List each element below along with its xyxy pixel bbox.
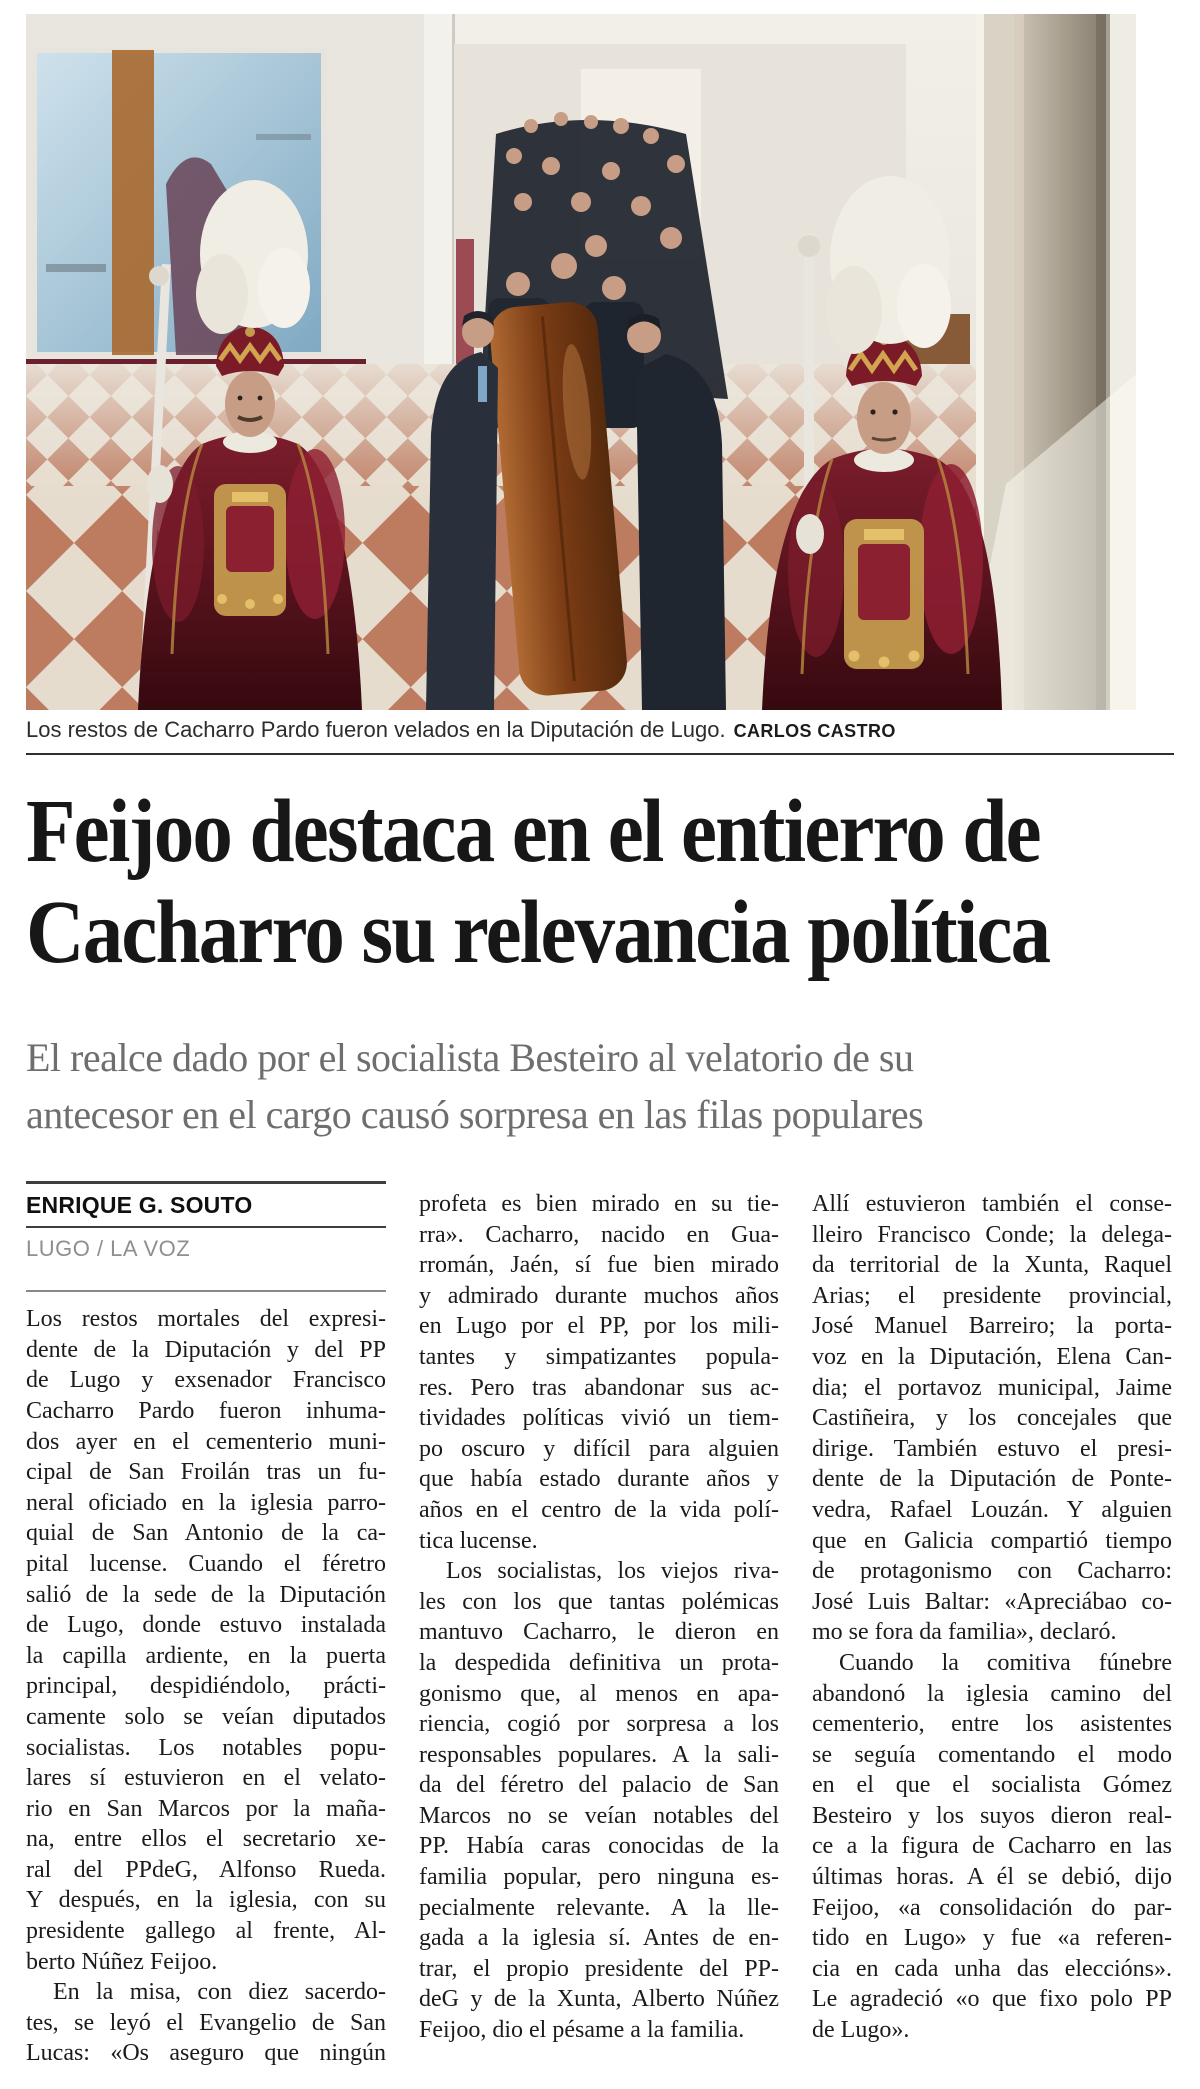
caption-text: Los restos de Cacharro Pardo fueron velados en la Diputación de Lugo. [26, 717, 726, 742]
body-line: abandonó la iglesia camino del [812, 1680, 1172, 1707]
body-line: dente de la Diputación de Ponte- [812, 1466, 1172, 1493]
lead-photo [26, 14, 1174, 744]
body-line: Arias; el presidente provincial, [812, 1282, 1172, 1309]
body-line: de Lugo, donde estuvo instalada [26, 1612, 386, 1639]
subheadline [26, 1029, 1174, 1143]
article-column-3 [812, 1181, 1172, 2069]
body-line: de protagonismo con Cacharro: [812, 1558, 1172, 1585]
body-line: cipal de San Froilán tras un fu- [26, 1459, 386, 1486]
body-line: dirige. También estuvo el presi- [812, 1435, 1172, 1462]
body-line: cementerio, entre los asistentes [812, 1711, 1172, 1738]
body-line: berto Núñez Feijoo. [26, 1948, 218, 1975]
body-line: últimas horas. A él se debió, dijo [812, 1864, 1172, 1891]
body-line: la capilla ardiente, en la puerta [26, 1642, 386, 1669]
headline-line-1: Feijoo destaca en el entierro de [26, 782, 1040, 881]
body-line: camente solo se veían diputados [26, 1703, 386, 1730]
body-line: profeta es bien mirado en su tie- [419, 1191, 779, 1217]
body-line: Castiñeira, y los concejales que [812, 1405, 1172, 1432]
body-line: Marcos no se veían notables del [419, 1802, 779, 1829]
body-line: tantes y simpatizantes popula- [419, 1343, 779, 1370]
photo-caption [26, 717, 1174, 744]
body-line: dos ayer en el cementerio muni- [26, 1428, 386, 1455]
body-line: quial de San Antonio de la ca- [26, 1520, 386, 1547]
article-column-1 [26, 1181, 386, 2069]
subheadline-line-2: antecesor en el cargo causó sorpresa en las filas populares [26, 1092, 924, 1137]
body-line: dente de la Diputación y del PP [26, 1336, 386, 1363]
left-crest [214, 484, 286, 616]
lead-photo-illustration [26, 14, 1136, 710]
body-line: de Lugo y exsenador Francisco [26, 1367, 386, 1394]
body-line: trar, el propio presidente del PP- [419, 1955, 779, 1982]
body-line: gonismo que, al menos en apa- [419, 1680, 779, 1707]
body-line: tividades políticas vivió un tiem- [419, 1405, 779, 1432]
body-line: Cuando la comitiva fúnebre [839, 1649, 1172, 1676]
body-line: de Lugo». [812, 2017, 910, 2044]
body-line: tica lucense. [419, 1527, 538, 1554]
body-line: tido en Lugo» y fue «a referen- [812, 1925, 1172, 1952]
body-line: cia en cada unha das eleccións». [812, 1955, 1172, 1982]
photo-credit: CARLOS CASTRO [733, 721, 896, 741]
body-line: Le agradeció «o que fixo polo PP [812, 1986, 1172, 2013]
body-line: que en Galicia compartió tiempo [812, 1527, 1172, 1554]
body-line: principal, despidiéndolo, prácti- [26, 1673, 386, 1700]
body-line: Y después, en la iglesia, con su [26, 1887, 386, 1914]
body-line: la despedida definitiva un prota- [419, 1649, 779, 1676]
body-line: Lucas: «Os aseguro que ningún [26, 2040, 386, 2067]
body-line: rra». Cacharro, nacido en Gua- [419, 1221, 779, 1248]
body-line: presidente gallego al frente, Al- [26, 1918, 386, 1945]
section-rule [26, 753, 1174, 755]
body-line: pecialmente relevante. A la lle- [419, 1894, 779, 1921]
body-line: en Lugo por el PP, por los mili- [419, 1313, 779, 1340]
body-line: en el que el socialista Gómez [812, 1772, 1172, 1799]
body-line: ce a la figura de Cacharro en las [812, 1833, 1172, 1860]
body-line: na, entre ellos el secretario xe- [26, 1826, 386, 1853]
body-line: salió de la sede de la Diputación [26, 1581, 386, 1608]
byline-author: ENRIQUE G. SOUTO [26, 1184, 386, 1228]
body-line: deG y de la Xunta, Alberto Núñez [419, 1986, 779, 2013]
body-line: res. Pero tras abandonar sus ac- [419, 1374, 779, 1401]
byline-place: LUGO / LA VOZ [26, 1235, 191, 1261]
article-column-2 [419, 1181, 779, 2069]
body-line: En la misa, con diez sacerdo- [53, 1979, 386, 2006]
headline [26, 781, 1174, 983]
body-line: responsables populares. A la sali- [419, 1741, 779, 1768]
body-line: José Manuel Barreiro; la porta- [812, 1313, 1172, 1340]
body-line: que había estado durante años y [419, 1466, 779, 1493]
body-line: riencia, cogió por sorpresa a los [419, 1711, 779, 1738]
body-line: po oscuro y difícil para alguien [419, 1435, 779, 1462]
body-line: da del féretro del palacio de San [419, 1772, 779, 1799]
body-line: ral del PPdeG, Alfonso Rueda. [26, 1856, 386, 1883]
body-line: neral oficiado en la iglesia parro- [26, 1489, 386, 1516]
body-line: rromán, Jaén, sí fue bien mirado [419, 1252, 779, 1279]
column-text [812, 1189, 1172, 2046]
body-line: dia; el portavoz municipal, Jaime [812, 1374, 1172, 1401]
body-line: mo se fora da familia», declaró. [812, 1619, 1117, 1646]
body-line: se seguía comentando el modo [812, 1741, 1172, 1768]
body-line: José Luis Baltar: «Apreciábao co- [812, 1588, 1172, 1615]
right-crest [844, 519, 924, 669]
byline-block [26, 1181, 386, 1274]
body-line: socialistas. Los notables popu- [26, 1734, 386, 1761]
body-line: pital lucense. Cuando el féretro [26, 1550, 386, 1577]
headline-line-2: Cacharro su relevancia política [26, 883, 1050, 982]
body-line: Cacharro Pardo fueron inhuma- [26, 1397, 386, 1424]
body-line: Los restos mortales del expresi- [26, 1306, 386, 1333]
body-line: PP. Había caras conocidas de la [419, 1833, 779, 1860]
body-line: mantuvo Cacharro, le dieron en [419, 1619, 779, 1646]
column-text [419, 1189, 779, 2046]
body-line: Feijoo, «a consolidación do par- [812, 1894, 1172, 1921]
body-line: tes, se leyó el Evangelio de San [26, 2009, 386, 2036]
body-line: gada a la iglesia sí. Antes de en- [419, 1925, 779, 1952]
body-line: Los socialistas, los viejos riva- [446, 1558, 779, 1585]
column-text [26, 1304, 386, 2069]
subheadline-line-1: El realce dado por el socialista Besteiro al velatorio de su [26, 1035, 914, 1080]
body-line: Feijoo, dio el pésame a la familia. [419, 2017, 745, 2044]
body-line: y admirado durante muchos años [419, 1282, 779, 1309]
body-line: vedra, Rafael Louzán. Y alguien [812, 1496, 1172, 1523]
body-line: años en el centro de la vida polí- [419, 1496, 779, 1523]
body-line: lares sí estuvieron en el velato- [26, 1765, 386, 1792]
body-line: les con los que tantas polémicas [419, 1588, 779, 1615]
body-line: lleiro Francisco Conde; la delega- [812, 1221, 1172, 1248]
article-body [26, 1181, 1174, 2069]
body-line: rio en San Marcos por la maña- [26, 1795, 386, 1822]
body-line: voz en la Diputación, Elena Can- [812, 1343, 1172, 1370]
body-line: Besteiro y los suyos dieron real- [812, 1802, 1172, 1829]
body-line: familia popular, pero ninguna es- [419, 1864, 779, 1891]
body-line: Allí estuvieron también el conse- [812, 1191, 1172, 1217]
body-line: da territorial de la Xunta, Raquel [812, 1252, 1172, 1279]
byline-bottom-rule [26, 1290, 386, 1292]
